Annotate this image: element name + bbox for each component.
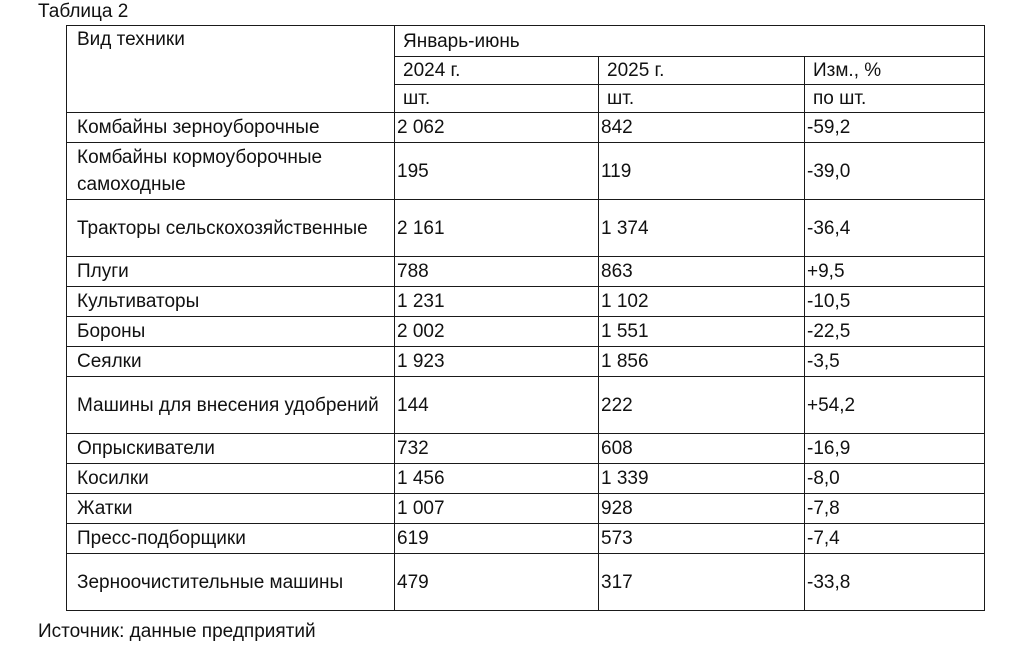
- row-value-2024: 732: [395, 434, 599, 464]
- row-change: +54,2: [805, 377, 985, 434]
- row-value-2025: 119: [599, 143, 805, 200]
- row-name: Пресс-подборщики: [67, 524, 395, 554]
- row-value-2024: 1 007: [395, 494, 599, 524]
- row-value-2025: 842: [599, 113, 805, 143]
- row-change: -16,9: [805, 434, 985, 464]
- row-value-2024: 144: [395, 377, 599, 434]
- row-value-2025: 1 856: [599, 347, 805, 377]
- row-name: Плуги: [67, 257, 395, 287]
- row-change: -59,2: [805, 113, 985, 143]
- row-name: Жатки: [67, 494, 395, 524]
- row-value-2025: 863: [599, 257, 805, 287]
- row-change: +9,5: [805, 257, 985, 287]
- row-name: Сеялки: [67, 347, 395, 377]
- row-value-2024: 2 161: [395, 200, 599, 257]
- row-value-2024: 479: [395, 554, 599, 611]
- table-row: [67, 287, 985, 317]
- header-year-2025: 2025 г.: [599, 57, 805, 85]
- row-value-2025: 573: [599, 524, 805, 554]
- row-change: -33,8: [805, 554, 985, 611]
- table-row: [67, 554, 985, 611]
- table-row: [67, 377, 985, 434]
- header-row-period: [67, 26, 985, 57]
- row-change: -7,4: [805, 524, 985, 554]
- row-name: Косилки: [67, 464, 395, 494]
- row-name: Тракторы сельскохозяйственные: [67, 200, 395, 257]
- row-name: Зерноочистительные машины: [67, 554, 395, 611]
- row-value-2025: 222: [599, 377, 805, 434]
- source-note: Источник: данные предприятий: [38, 621, 316, 642]
- machinery-table: [66, 25, 985, 611]
- table-row: [67, 113, 985, 143]
- table-row: [67, 494, 985, 524]
- header-period: Январь-июнь: [395, 26, 985, 57]
- row-value-2025: 1 102: [599, 287, 805, 317]
- row-name: Комбайны зерноуборочные: [67, 113, 395, 143]
- row-value-2024: 2 002: [395, 317, 599, 347]
- row-value-2024: 619: [395, 524, 599, 554]
- row-value-2024: 195: [395, 143, 599, 200]
- row-value-2024: 1 923: [395, 347, 599, 377]
- row-change: -22,5: [805, 317, 985, 347]
- row-value-2024: 1 231: [395, 287, 599, 317]
- header-unit-2025: шт.: [599, 85, 805, 113]
- row-name: Бороны: [67, 317, 395, 347]
- row-value-2025: 608: [599, 434, 805, 464]
- table-row: [67, 257, 985, 287]
- table-row: [67, 143, 985, 200]
- table-row: [67, 464, 985, 494]
- row-change: -39,0: [805, 143, 985, 200]
- header-year-2024: 2024 г.: [395, 57, 599, 85]
- row-change: -36,4: [805, 200, 985, 257]
- table-row: [67, 200, 985, 257]
- header-unit-change: по шт.: [805, 85, 985, 113]
- row-value-2025: 1 374: [599, 200, 805, 257]
- row-change: -7,8: [805, 494, 985, 524]
- table-row: [67, 347, 985, 377]
- table-row: [67, 524, 985, 554]
- header-unit-2024: шт.: [395, 85, 599, 113]
- row-value-2025: 928: [599, 494, 805, 524]
- row-name: Машины для внесения удобрений: [67, 377, 395, 434]
- row-value-2025: 1 339: [599, 464, 805, 494]
- row-value-2025: 1 551: [599, 317, 805, 347]
- table-caption: Таблица 2: [38, 1, 129, 22]
- row-change: -8,0: [805, 464, 985, 494]
- table-row: [67, 434, 985, 464]
- row-name: Комбайны кормоуборочные самоходные: [67, 143, 395, 200]
- row-value-2024: 788: [395, 257, 599, 287]
- row-change: -10,5: [805, 287, 985, 317]
- row-name: Культиваторы: [67, 287, 395, 317]
- row-value-2024: 1 456: [395, 464, 599, 494]
- header-vid-tekhniki: Вид техники: [67, 26, 395, 113]
- table-row: [67, 317, 985, 347]
- row-change: -3,5: [805, 347, 985, 377]
- row-value-2024: 2 062: [395, 113, 599, 143]
- row-name: Опрыскиватели: [67, 434, 395, 464]
- row-value-2025: 317: [599, 554, 805, 611]
- header-change: Изм., %: [805, 57, 985, 85]
